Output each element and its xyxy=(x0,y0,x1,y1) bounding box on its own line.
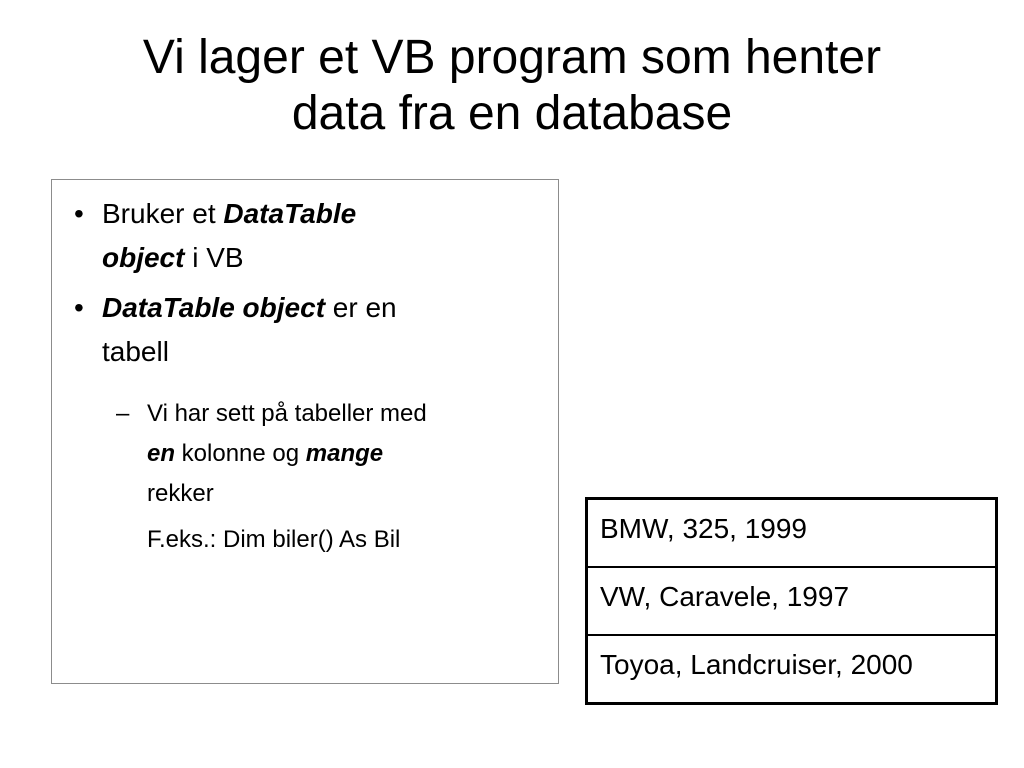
table-cell: VW, Caravele, 1997 xyxy=(587,567,997,635)
bullet-item-1 xyxy=(52,192,558,280)
bullet-item-2 xyxy=(52,286,558,374)
sub-bullet-item xyxy=(52,394,558,514)
content-box xyxy=(51,179,559,684)
sub-bullet-emphasis: en xyxy=(147,440,176,467)
title-line-1: Vi lager et VB program som henter xyxy=(142,31,882,84)
sub-bullet-marker: – xyxy=(116,400,130,427)
table-cell: BMW, 325, 1999 xyxy=(587,499,997,568)
data-table xyxy=(585,497,998,705)
sub-bullet-text: Vi har sett på tabeller med xyxy=(147,400,427,427)
sub-bullet-text: rekker xyxy=(147,480,214,507)
table-cell: Toyoa, Landcruiser, 2000 xyxy=(587,635,997,704)
bullet-text: Bruker et xyxy=(102,198,224,229)
sub-bullet-emphasis: mange xyxy=(305,440,384,467)
bullet-emphasis: DataTable xyxy=(223,198,357,229)
bullet-list xyxy=(52,192,558,380)
bullet-text: er en xyxy=(325,292,397,323)
bullet-text: tabell xyxy=(102,336,169,367)
table-row xyxy=(587,499,997,568)
bullet-emphasis: object xyxy=(102,242,185,273)
example-text: F.eks.: Dim biler() As Bil xyxy=(147,526,401,553)
sub-bullet-block xyxy=(52,394,558,560)
table-row xyxy=(587,635,997,704)
bullet-emphasis: DataTable object xyxy=(102,292,326,323)
title-line-2: data fra en database xyxy=(291,87,733,140)
bullet-marker: • xyxy=(74,292,84,323)
sub-bullet-text: kolonne og xyxy=(175,440,306,467)
slide-title xyxy=(40,30,984,142)
bullet-text: i VB xyxy=(184,242,244,273)
table-row xyxy=(587,567,997,635)
bullet-marker: • xyxy=(74,198,84,229)
